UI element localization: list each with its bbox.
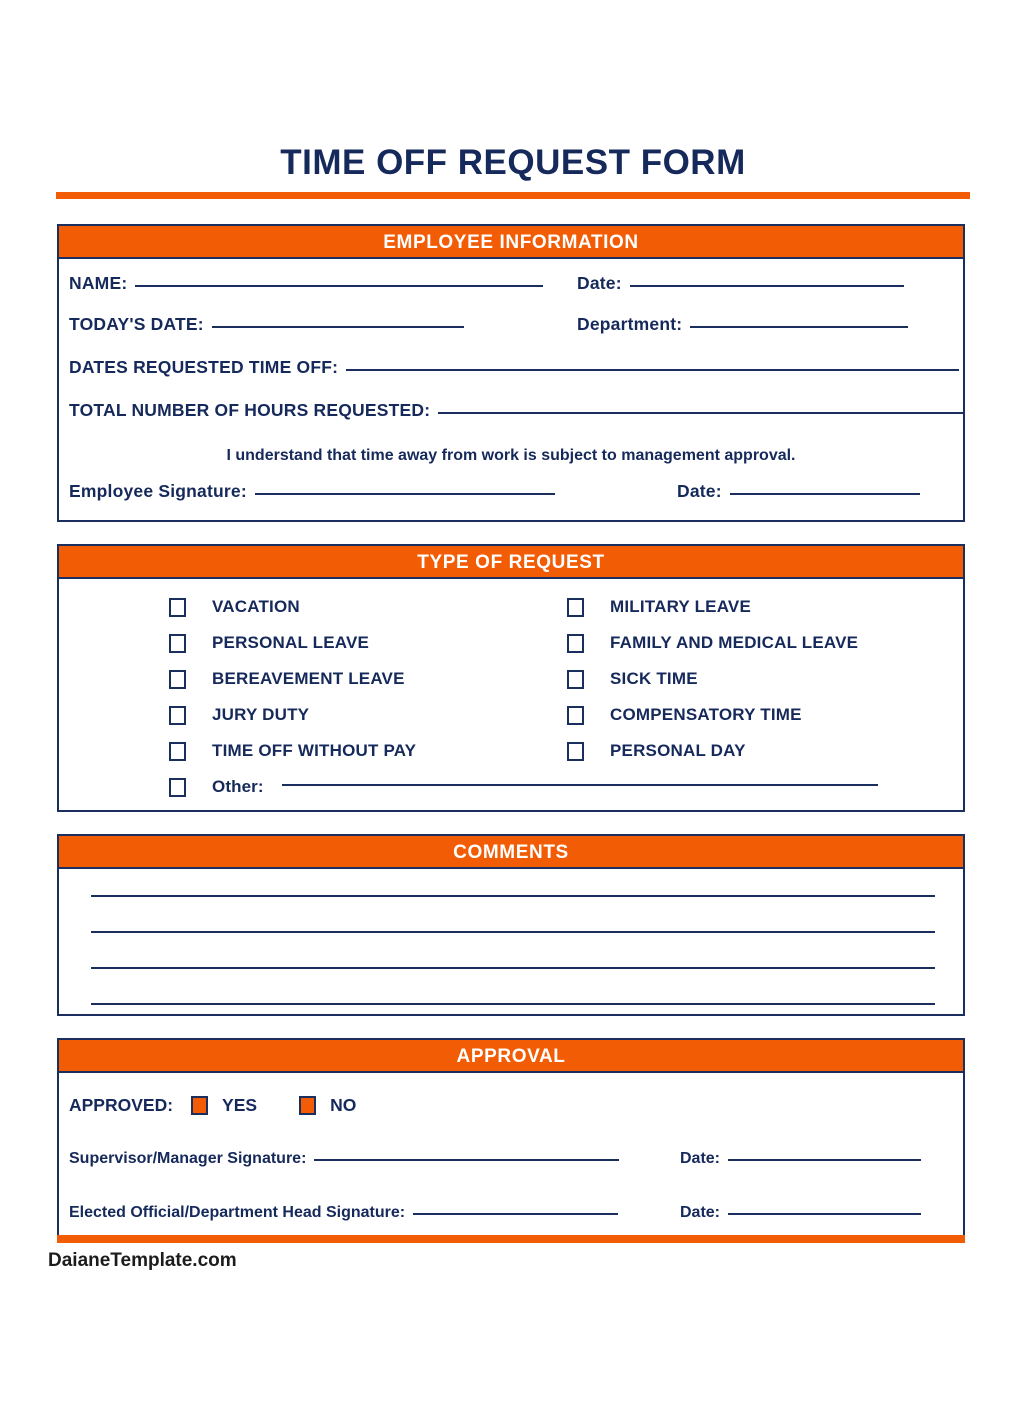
field-department	[577, 314, 908, 335]
checkbox-label-sick-time: SICK TIME	[610, 669, 698, 688]
total-hours-input[interactable]	[438, 412, 965, 414]
employee-signature-input[interactable]	[255, 493, 555, 495]
employee-signature-date-input[interactable]	[730, 493, 920, 495]
checkbox-label-no: NO	[330, 1095, 357, 1115]
dates-requested-input[interactable]	[346, 369, 959, 371]
field-date	[577, 273, 904, 294]
checkbox-other[interactable]	[169, 778, 186, 797]
supervisor-date-input[interactable]	[728, 1159, 921, 1161]
department-label: Department:	[577, 314, 683, 334]
checkbox-approved-no[interactable]	[299, 1096, 316, 1115]
checkbox-time-off-without-pay[interactable]	[169, 742, 186, 761]
checkbox-label-time-off-without-pay: TIME OFF WITHOUT PAY	[212, 741, 417, 760]
field-name	[69, 273, 543, 294]
checkbox-compensatory-time[interactable]	[567, 706, 584, 725]
title-divider-bar	[56, 192, 970, 199]
checkbox-row-other[interactable]	[169, 777, 878, 797]
checkbox-label-vacation: VACATION	[212, 597, 300, 616]
employee-signature-label: Employee Signature:	[69, 481, 247, 501]
type-of-request-header: TYPE OF REQUEST	[59, 546, 963, 579]
type-of-request-section	[57, 544, 965, 812]
official-date-input[interactable]	[728, 1213, 921, 1215]
department-input[interactable]	[690, 326, 908, 328]
field-todays-date	[69, 314, 464, 335]
todays-date-label: TODAY'S DATE:	[69, 314, 204, 334]
checkbox-row-jury-duty[interactable]	[169, 705, 309, 725]
comments-section	[57, 834, 965, 1016]
checkbox-label-other: Other:	[212, 777, 264, 796]
name-label: NAME:	[69, 273, 128, 293]
checkbox-vacation[interactable]	[169, 598, 186, 617]
employee-signature-date-label: Date:	[677, 481, 722, 501]
comments-body[interactable]	[59, 869, 963, 1016]
comment-line-2[interactable]	[91, 931, 935, 933]
checkbox-family-and-medical-leave[interactable]	[567, 634, 584, 653]
comments-header: COMMENTS	[59, 836, 963, 869]
field-total-hours	[69, 400, 965, 421]
checkbox-jury-duty[interactable]	[169, 706, 186, 725]
comment-line-4[interactable]	[91, 1003, 935, 1005]
supervisor-date-label: Date:	[680, 1150, 721, 1167]
checkbox-row-sick-time[interactable]	[567, 669, 698, 689]
approval-body	[59, 1073, 963, 1241]
date-label: Date:	[577, 273, 622, 293]
supervisor-signature-input[interactable]	[314, 1159, 619, 1161]
checkbox-row-personal-leave[interactable]	[169, 633, 369, 653]
checkbox-row-personal-day[interactable]	[567, 741, 746, 761]
checkbox-row-time-off-without-pay[interactable]	[169, 741, 416, 761]
comment-line-3[interactable]	[91, 967, 935, 969]
field-supervisor-signature	[69, 1150, 619, 1168]
approval-section	[57, 1038, 965, 1243]
employee-information-section	[57, 224, 965, 522]
field-official-signature	[69, 1204, 618, 1222]
checkbox-bereavement-leave[interactable]	[169, 670, 186, 689]
dates-requested-label: DATES REQUESTED TIME OFF:	[69, 357, 339, 377]
checkbox-row-compensatory-time[interactable]	[567, 705, 802, 725]
checkbox-approved-yes[interactable]	[191, 1096, 208, 1115]
official-signature-input[interactable]	[413, 1213, 618, 1215]
field-employee-signature	[69, 481, 555, 502]
checkbox-personal-leave[interactable]	[169, 634, 186, 653]
employee-information-body	[59, 259, 963, 522]
site-footer: DaianeTemplate.com	[48, 1250, 237, 1271]
checkbox-label-compensatory-time: COMPENSATORY TIME	[610, 705, 802, 724]
supervisor-signature-label: Supervisor/Manager Signature:	[69, 1150, 307, 1167]
page-title: TIME OFF REQUEST FORM	[280, 143, 746, 182]
official-signature-label: Elected Official/Department Head Signature:	[69, 1204, 406, 1221]
employee-information-header: EMPLOYEE INFORMATION	[59, 226, 963, 259]
date-input[interactable]	[630, 285, 904, 287]
field-supervisor-date	[680, 1150, 921, 1168]
approved-label: APPROVED:	[69, 1095, 174, 1115]
type-of-request-body	[59, 579, 963, 812]
official-date-label: Date:	[680, 1204, 721, 1221]
approval-statement: I understand that time away from work is subject to management approval.	[226, 447, 796, 464]
total-hours-label: TOTAL NUMBER OF HOURS REQUESTED:	[69, 400, 431, 420]
field-employee-signature-date	[677, 481, 920, 502]
approval-footer-bar	[57, 1235, 965, 1243]
comment-line-1[interactable]	[91, 895, 935, 897]
checkbox-row-military-leave[interactable]	[567, 597, 751, 617]
checkbox-label-personal-leave: PERSONAL LEAVE	[212, 633, 370, 652]
checkbox-personal-day[interactable]	[567, 742, 584, 761]
other-input[interactable]	[282, 784, 878, 786]
checkbox-label-bereavement-leave: BEREAVEMENT LEAVE	[212, 669, 405, 688]
checkbox-military-leave[interactable]	[567, 598, 584, 617]
approved-row	[69, 1095, 356, 1116]
checkbox-label-yes: YES	[222, 1095, 258, 1115]
checkbox-row-family-and-medical-leave[interactable]	[567, 633, 858, 653]
checkbox-row-vacation[interactable]	[169, 597, 300, 617]
checkbox-label-personal-day: PERSONAL DAY	[610, 741, 746, 760]
todays-date-input[interactable]	[212, 326, 464, 328]
checkbox-label-military-leave: MILITARY LEAVE	[610, 597, 752, 616]
field-official-date	[680, 1204, 921, 1222]
name-input[interactable]	[135, 285, 543, 287]
checkbox-sick-time[interactable]	[567, 670, 584, 689]
field-dates-requested	[69, 357, 959, 378]
approval-header: APPROVAL	[59, 1040, 963, 1073]
checkbox-row-bereavement-leave[interactable]	[169, 669, 405, 689]
checkbox-label-family-and-medical-leave: FAMILY AND MEDICAL LEAVE	[610, 633, 859, 652]
checkbox-label-jury-duty: JURY DUTY	[212, 705, 310, 724]
